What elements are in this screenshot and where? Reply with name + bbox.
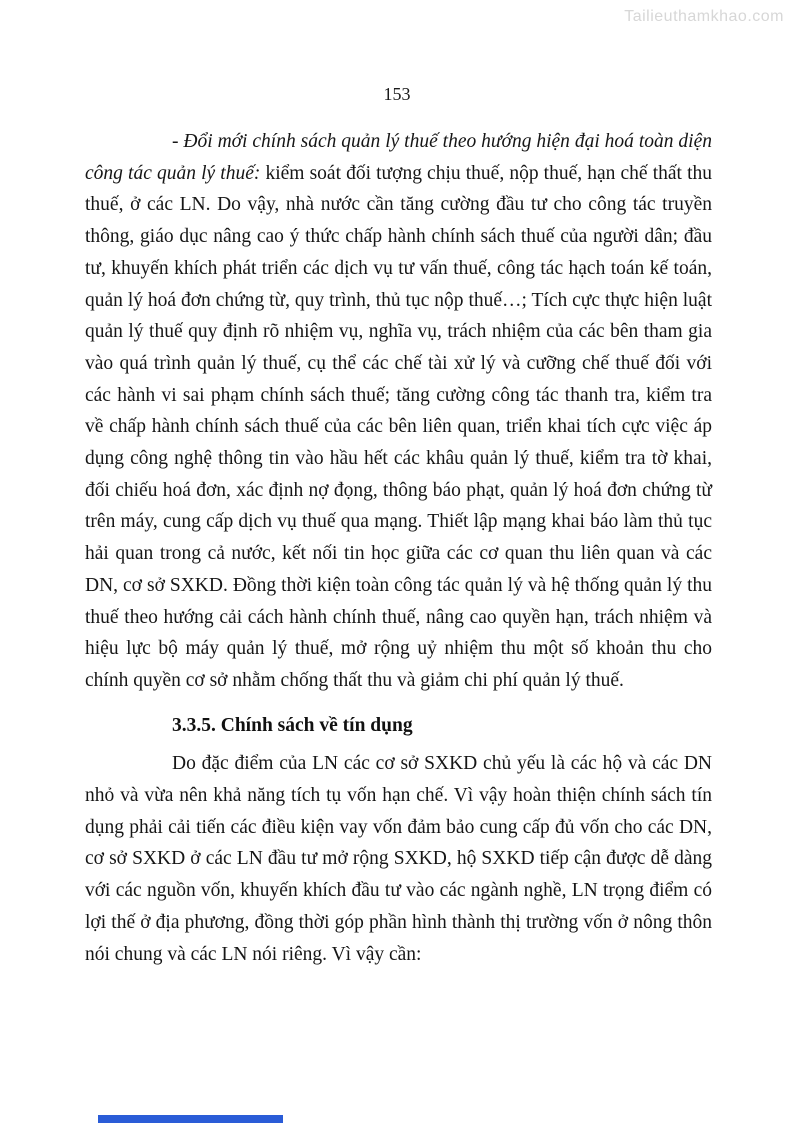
- paragraph-lead-italic: - Đổi mới chính sách quản lý thuế theo hướng hiện đại hoá toàn diện công tác quản lý thuế:: [85, 131, 712, 184]
- paragraph-tax-policy: [85, 126, 712, 697]
- page-number: 153: [383, 84, 411, 104]
- paragraph-credit-policy: Do đặc điểm của LN các cơ sở SXKD chủ yếu là các hộ và các DN nhỏ và vừa nên khả năng tích tụ vốn hạn chế. Vì vậy hoàn thiện chính sách tín dụng phải cải tiến các điều kiện vay vốn đảm bảo cung cấp đủ vốn cho các DN, cơ sở SXKD ở các LN đầu tư mở rộng SXKD, hộ SXKD tiếp cận được dễ dàng với các nguồn vốn, khuyến khích đầu tư vào các ngành nghề, LN trọng điểm có lợi thế ở địa phương, đồng thời góp phần hình thành thị trường vốn ở nông thôn nói chung và các LN nói riêng. Vì vậy cần:: [85, 753, 712, 965]
- watermark-text: Tailieuthamkhao.com: [624, 8, 784, 25]
- page-content: [85, 126, 712, 970]
- section-heading-credit-policy: 3.3.5. Chính sách về tín dụng: [172, 714, 413, 736]
- footer-highlight-bar: [98, 1115, 283, 1123]
- paragraph-body-text: kiểm soát đối tượng chịu thuế, nộp thuế, hạn chế thất thu thuế, ở các LN. Do vậy, nhà nước cần tăng cường đầu tư cho công tác truyền thông, giáo dục nâng cao ý thức chấp hành chính sách thuế của người dân; đầu tư, khuyến khích phát triển các dịch vụ tư vấn thuế, công tác hạch toán kế toán, quản lý hoá đơn chứng từ, quy trình, thủ tục nộp thuế…; Tích cực thực hiện luật quản lý thuế quy định rõ nhiệm vụ, nghĩa vụ, trách nhiệm của các bên tham gia vào quá trình quản lý thuế, cụ thể các chế tài xử lý và cưỡng chế thuế đối với các hành vi sai phạm chính sách thuế; tăng cường công tác thanh tra, kiểm tra về chấp hành chính sách thuế của các bên liên quan, triển khai tích cực việc áp dụng công nghệ thông tin vào hầu hết các khâu quản lý thuế, kiểm tra tờ khai, đối chiếu hoá đơn, xác định nợ đọng, thông báo phạt, quản lý hoá đơn chứng từ trên máy, cung cấp dịch vụ thuế qua mạng. Thiết lập mạng khai báo làm thủ tục hải quan trong cả nước, kết nối tin học giữa các cơ quan thu liên quan và các DN, cơ sở SXKD. Đồng thời kiện toàn công tác quản lý và hệ thống quản lý thu thuế theo hướng cải cách hành chính thuế, nâng cao quyền hạn, trách nhiệm và hiệu lực bộ máy quản lý thuế, mở rộng uỷ nhiệm thu một số khoản thu cho chính quyền cơ sở nhằm chống thất thu và giảm chi phí quản lý thuế.: [85, 162, 712, 691]
